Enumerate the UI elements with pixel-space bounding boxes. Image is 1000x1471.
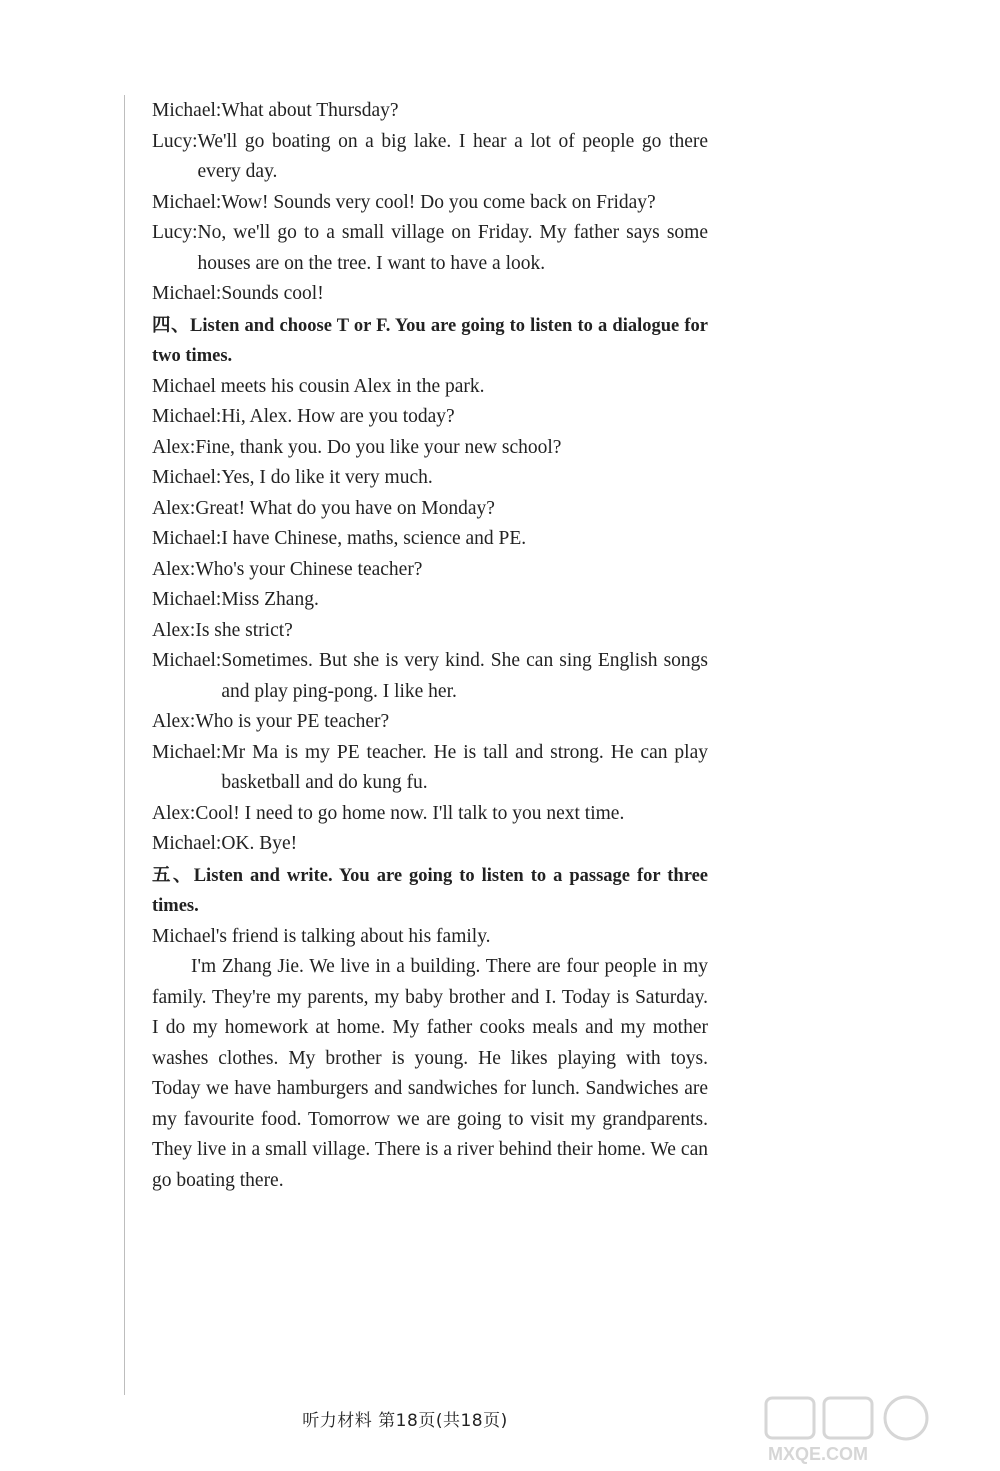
speaker-name: Alex: (152, 436, 196, 458)
watermark-logo-icon (758, 1394, 988, 1466)
speaker-name: Alex: (152, 802, 196, 824)
dialogue-text: What about Thursday? (221, 100, 399, 121)
section-5-passage: I'm Zhang Jie. We live in a building. There are four people in my family. They're my parents, my baby brother and I. Today is Saturday. I do my homework at home. My father cooks meals and my mother washes clothes. My brother is young. He likes playing with toys. Today we have hamburgers and sandwiches for lunch. Sandwiches are my favourite food. Tomorrow we are going to visit my grandparents. They live in a small village. There is a river behind their home. We can go boating there. (152, 956, 708, 1191)
speaker-name: Lucy: (152, 222, 198, 243)
dialogue-text: We'll go boating on a big lake. I hear a lot of people go there every day. (197, 130, 708, 182)
speaker-name: Alex: (152, 619, 196, 641)
dialogue-line (152, 96, 708, 127)
dialogue-text: Yes, I do like it very much. (221, 467, 433, 488)
speaker-name: Michael: (152, 589, 222, 610)
section-4 (152, 311, 708, 860)
speaker-name: Michael: (152, 191, 222, 213)
dialogue-text: Sometimes. But she is very kind. She can sing English songs and play ping-pong. I like her. (221, 650, 708, 702)
speaker-name: Michael: (152, 100, 222, 121)
section-4-intro: Michael meets his cousin Alex in the park. (152, 375, 485, 397)
dialogue-line (152, 463, 708, 494)
dialogue-line (152, 127, 708, 188)
dialogue-line (152, 555, 708, 586)
dialogue-line (152, 524, 708, 555)
dialogue-text: I have Chinese, maths, science and PE. (221, 528, 527, 549)
section-5 (152, 861, 708, 1197)
dialogue-text: Is she strict? (195, 619, 293, 641)
page-footer: 听力材料 第18页(共18页) (302, 1411, 508, 1431)
margin-rule (124, 95, 125, 1395)
dialogue-line (152, 829, 708, 860)
dialogue-line (152, 585, 708, 616)
speaker-name: Michael: (152, 528, 222, 549)
dialogue-text: Who is your PE teacher? (195, 711, 390, 732)
page-content (152, 96, 708, 1196)
dialogue-text: OK. Bye! (221, 833, 298, 854)
dialogue-line (152, 799, 708, 830)
speaker-name: Michael: (152, 283, 222, 304)
dialogue-text: Fine, thank you. Do you like your new school? (195, 436, 562, 458)
dialogue-text: Hi, Alex. How are you today? (221, 406, 455, 427)
section-5-heading: 五、Listen and write. You are going to listen to a passage for three times. (152, 865, 708, 916)
dialogue-line (152, 738, 708, 799)
dialogue-text: Sounds cool! (221, 283, 324, 304)
speaker-name: Michael: (152, 467, 222, 488)
dialogue-line (152, 646, 708, 707)
speaker-name: Michael: (152, 741, 222, 763)
speaker-name: Michael: (152, 833, 222, 854)
dialogue-line (152, 402, 708, 433)
speaker-name: Lucy: (152, 130, 198, 152)
dialogue-line (152, 188, 708, 219)
dialogue-text: Who's your Chinese teacher? (195, 558, 423, 580)
dialogue-line (152, 218, 708, 279)
watermark-url: MXQE.COM (768, 1444, 869, 1464)
speaker-name: Michael: (152, 650, 222, 671)
speaker-name: Alex: (152, 497, 196, 519)
dialogue-part3 (152, 96, 708, 310)
section-5-intro: Michael's friend is talking about his family. (152, 925, 491, 947)
dialogue-text: Mr Ma is my PE teacher. He is tall and strong. He can play basketball and do kung fu. (221, 741, 708, 793)
dialogue-line (152, 707, 708, 738)
dialogue-text: No, we'll go to a small village on Friday. My father says some houses are on the tree. I want to have a look. (197, 222, 708, 274)
section-4-heading: 四、Listen and choose T or F. You are going to listen to a dialogue for two times. (152, 315, 708, 366)
speaker-name: Alex: (152, 711, 196, 732)
dialogue-text: Great! What do you have on Monday? (195, 497, 495, 519)
speaker-name: Michael: (152, 406, 222, 427)
dialogue-text: Wow! Sounds very cool! Do you come back on Friday? (221, 191, 656, 213)
dialogue-line (152, 433, 708, 464)
dialogue-line (152, 279, 708, 310)
dialogue-line (152, 494, 708, 525)
speaker-name: Alex: (152, 558, 196, 580)
dialogue-text: Miss Zhang. (221, 589, 319, 610)
dialogue-line (152, 616, 708, 647)
dialogue-text: Cool! I need to go home now. I'll talk to you next time. (195, 802, 625, 824)
